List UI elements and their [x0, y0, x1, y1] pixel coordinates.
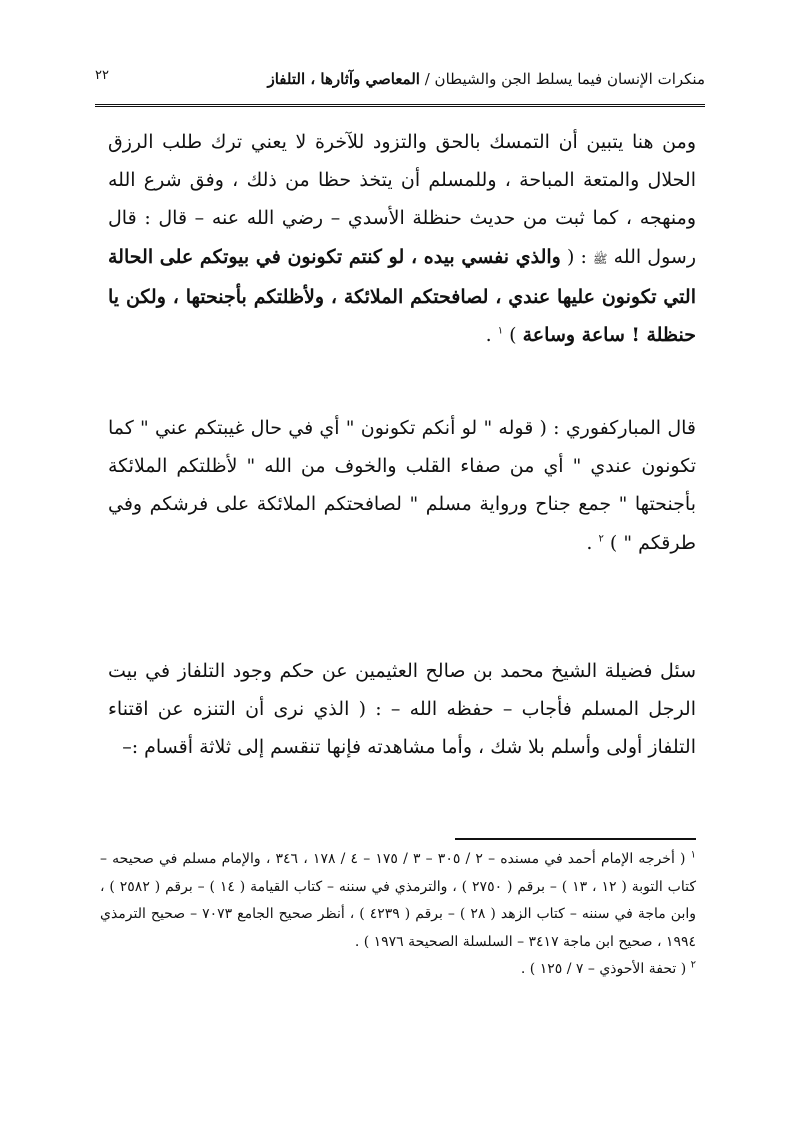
paragraph-text: : ( — [560, 245, 594, 268]
footnote-mark-1: ١ — [690, 849, 696, 861]
paragraph-text: ومن هنا يتبين أن التمسك بالحق والتزود للآخرة لا يعني ترك طلب الرزق الحلال والمتعة المباحة ، وللمسلم أن يتخذ حظا من ذلك ، وفق شرع الله ومنهجه ، كما ثبت من حديث حنظلة الأسدي – رضي الله عنه – قال : قال رسول الله — [108, 131, 696, 268]
running-title — [267, 70, 705, 88]
paragraph-mubarakfuri — [108, 409, 696, 562]
hadith-text: والذي نفسي بيده ، لو كنتم تكونون في بيوتكم على الحالة التي تكونون عليها عندي ، لصافحتكم الملائكة ، ولأظلتكم بأجنحتها ، ولكن يا حنظلة ! ساعة وساعة — [108, 245, 696, 347]
footnote-mark-2: ٢ — [690, 959, 696, 971]
paragraph-text: ) — [503, 324, 523, 347]
paragraph-text: قال المباركفوري : ( قوله " لو أنكم تكونون " أي في حال غيبتكم عني " كما تكونون عندي " أي من صفاء القلب والخوف من الله " لأظلتكم الملائكة بأجنحتها " جمع جناح ورواية مسلم " لصافحتكم الملائكة على فرشكم وفي طرقكم " ) — [108, 417, 696, 554]
paragraph-text: . — [485, 324, 498, 347]
running-title-book: منكرات الإنسان فيما يسلط الجن والشيطان / — [419, 70, 705, 88]
header-rule — [95, 104, 705, 107]
paragraph-uthaymeen — [108, 652, 696, 767]
page-number: ٢٢ — [95, 68, 109, 83]
paragraph-hanzala-hadith — [108, 123, 696, 354]
footnote-text: ( أخرجه الإمام أحمد في مسنده – ٢ / ٣٠٥ – ٣ / ١٧٥ – ٤ / ١٧٨ ، ٣٤٦ ، والإمام مسلم في صحيحه – كتاب التوبة ( ١٢ ، ١٣ ) – برقم ( ٢٧٥٠ ) ، والترمذي في سننه – كتاب القيامة ( ١٤ ) – برقم ( ٢٥٨٢ ) ، وابن ماجة في سننه – كتاب الزهد ( ٢٨ ) – برقم ( ٤٢٣٩ ) ، أنظر صحيح الجامع ٧٠٧٣ – صحيح الترمذي ١٩٩٤ ، صحيح ابن ماجة ٣٤١٧ – السلسلة الصحيحة ١٩٧٦ ) . — [100, 851, 697, 950]
footnote-1 — [100, 846, 696, 956]
paragraph-text: سئل فضيلة الشيخ محمد بن صالح العثيمين عن حكم وجود التلفاز في بيت الرجل المسلم فأجاب – حفظه الله – : ( الذي نرى أن التنزه عن اقتناء التلفاز أولى وأسلم بلا شك ، وأما مشاهدته فإنها تنقسم إلى ثلاثة أقسام :– — [108, 660, 696, 759]
footnote-rule — [455, 838, 696, 840]
paragraph-text: . — [586, 531, 599, 554]
salutation-glyph: ﷺ — [593, 251, 608, 266]
footnote-2 — [100, 956, 696, 984]
page-header — [95, 62, 705, 102]
footnote-ref-1[interactable]: ١ — [497, 325, 504, 337]
footnotes — [100, 846, 696, 984]
running-title-chapter: المعاصي وآثارها ، التلفاز — [267, 70, 420, 88]
footnote-ref-2[interactable]: ٢ — [598, 533, 604, 545]
footnote-text: ( تحفة الأحوذي – ٧ / ١٢٥ ) . — [520, 961, 691, 977]
